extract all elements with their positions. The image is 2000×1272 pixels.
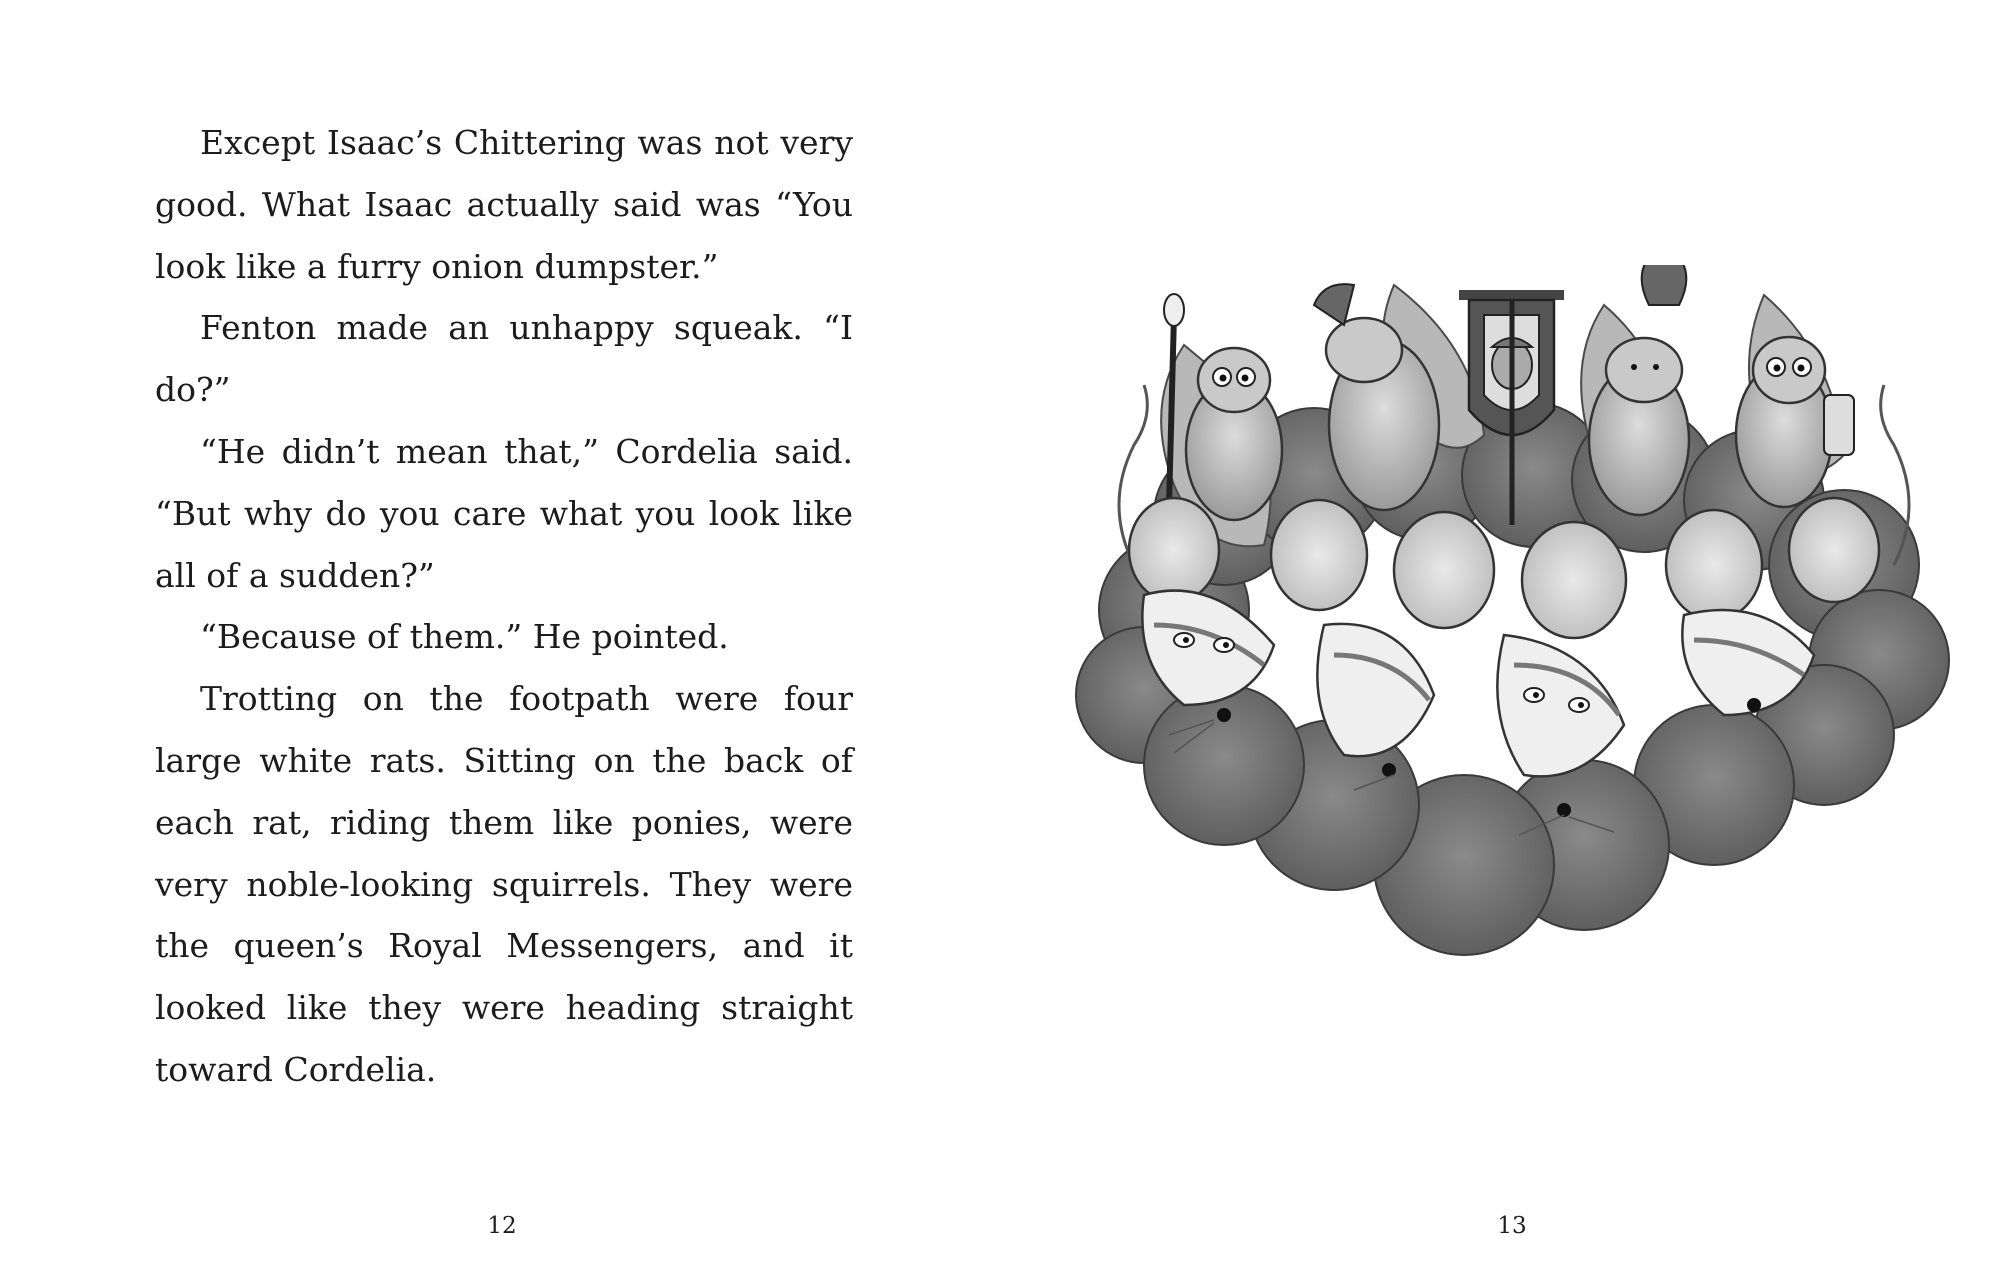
page-number-right: 13 <box>1497 1213 1527 1239</box>
paragraph-2: Fenton made an unhappy squeak. “I do?” <box>155 308 853 410</box>
right-page <box>1000 0 2000 1272</box>
paragraph-3: “He didn’t mean that,” Cordelia said. “But why do you care what you look like all of a sudden?” <box>155 431 853 595</box>
story-text <box>155 112 853 1101</box>
squirrel-messengers-riding-white-rats-icon <box>1064 265 1954 985</box>
page-number-left: 12 <box>487 1213 517 1239</box>
paragraph-4: “Because of them.” He pointed. <box>200 617 729 657</box>
paragraph-5: Trotting on the footpath were four large white rats. Sitting on the back of each rat, riding them like ponies, were very noble-looking squirrels. They were the queen’s Royal Messengers, and it looked like they were heading straight toward Cordelia. <box>155 679 853 1089</box>
paragraph-1: Except Isaac’s Chittering was not very good. What Isaac actually said was “You look like a furry onion dumpster.” <box>155 123 853 286</box>
